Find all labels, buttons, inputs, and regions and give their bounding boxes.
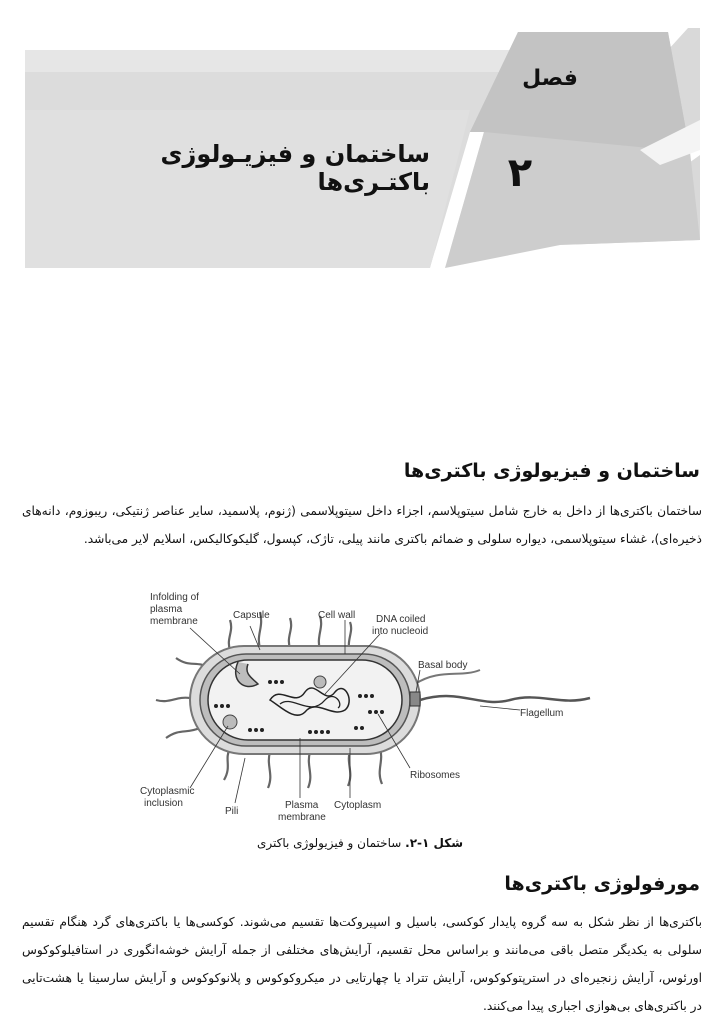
label-cytoplasm: Cytoplasm: [334, 800, 382, 811]
chapter-label: فصل: [522, 66, 578, 91]
label-dna-2: into nucleoid: [372, 626, 429, 637]
section-title-morphology: مورفولوژی باکتری‌ها: [504, 873, 700, 895]
label-infolding-1: Infolding of: [150, 592, 199, 603]
label-inclusion-2: inclusion: [144, 798, 183, 809]
label-pili: Pili: [225, 806, 239, 817]
label-plasma-membrane-2: membrane: [278, 812, 326, 823]
label-plasma-membrane-1: Plasma: [285, 800, 319, 811]
chapter-title: ساختمان و فیزیـولوژی باکتـری‌ها: [160, 140, 430, 196]
label-inclusion-1: Cytoplasmic: [140, 786, 195, 797]
section-paragraph-structure: ساختمان باکتری‌ها از داخل به خارج شامل سیتوپلاسم، اجزاء داخل سیتوپلاسمی (ژنوم، پلاسمید، سایر عناصر ژنتیکی، ریبوزوم، دانه‌های ذخیره‌ای)، غشاء سیتوپلاسمی، دیواره سلولی و ضمائم باکتری مانند پیلی، تاژک، کپسول، گلیکوکالیکس، اسلایم لایر می‌باشد.: [22, 504, 702, 546]
section-paragraph-morphology: باکتری‌ها از نظر شکل به سه گروه پایدار کوکسی، باسیل و اسپیروکت‌ها تقسیم می‌شوند. کوکسی‌ها یا باکتری‌های گرد هنگام تقسیم سلولی به یکدیگر متصل باقی می‌مانند و براساس محل تقسیم، آرایش‌های مختلفی از جمله آرایش خوشه‌انگوری در استافیلوکوکوس اورئوس، آرایش زنجیره‌ای در استرپتوکوکوس، آرایش تتراد یا چهارتایی در میکروکوکوس و پلانوکوکوس و آرایش سارسینا یا هشت‌تایی در باکتری‌های بی‌هوازی اجباری پیدا می‌کنند.: [22, 915, 702, 1013]
label-infolding-3: membrane: [150, 616, 198, 627]
label-capsule: Capsule: [233, 610, 270, 621]
label-basal-body: Basal body: [418, 660, 468, 671]
label-ribosomes: Ribosomes: [410, 770, 461, 781]
figure-caption: [200, 836, 520, 850]
chapter-number: ۲: [507, 150, 533, 196]
section-title-structure: ساختمان و فیزیولوژی باکتری‌ها: [403, 460, 700, 482]
bacteria-diagram: [120, 588, 600, 828]
label-cell-wall: Cell wall: [318, 610, 356, 621]
figure-caption-text: ساختمان و فیزیولوژی باکتری: [256, 836, 402, 850]
label-flagellum: Flagellum: [520, 708, 564, 719]
label-dna-1: DNA coiled: [376, 614, 426, 625]
label-infolding-2: plasma: [150, 604, 183, 615]
figure-caption-label: شکل ۱-۲.: [405, 836, 463, 850]
